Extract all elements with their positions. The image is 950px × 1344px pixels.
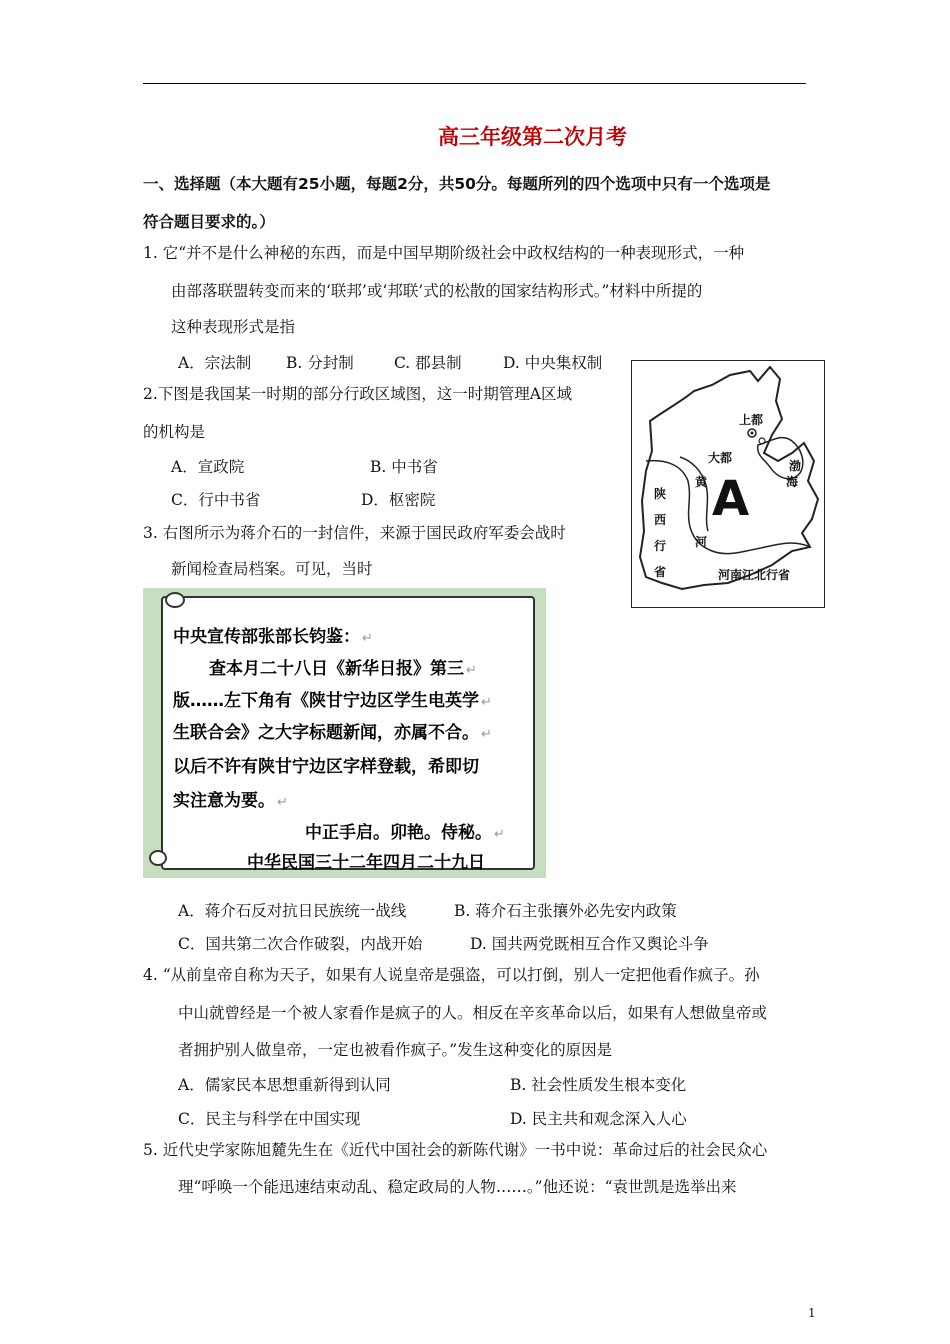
q5-line-1: 5. 近代史学家陈旭麓先生在《近代中国社会的新陈代谢》一书中说：革命过后的社会民众心 <box>143 1141 768 1159</box>
q4-option-d: D. 民主共和观念深入人心 <box>510 1110 687 1128</box>
scroll-curl-bottom <box>149 850 167 866</box>
q1-option-c: C. 郡县制 <box>394 354 462 372</box>
map-label-shaanxi-4: 省 <box>654 565 667 579</box>
q1-option-a: A．宗法制 <box>178 354 252 372</box>
letter-line-6: 实注意为要。 ↵ <box>173 791 288 811</box>
section-heading-line-2: 符合题目要求的。） <box>143 213 275 231</box>
q2-option-b: B. 中书省 <box>370 458 438 476</box>
letter-line-2: 查本月二十八日《新华日报》第三 ↵ <box>209 659 477 679</box>
q3-option-c: C．国共第二次合作破裂，内战开始 <box>178 935 423 953</box>
q2-option-c: C．行中书省 <box>171 491 261 509</box>
q3-line-2: 新闻检查局档案。可见，当时 <box>171 560 373 578</box>
page-number: 1 <box>808 1306 816 1320</box>
map-label-henan: 河南江北行省 <box>718 568 791 582</box>
map-label-shangdu: 上都 <box>739 413 764 427</box>
map-label-shaanxi-2: 西 <box>654 513 667 527</box>
map-label-huang: 黄 <box>695 475 708 489</box>
map-label-dadu: 大都 <box>708 451 733 465</box>
q2-line-1: 2.下图是我国某一时期的部分行政区域图，这一时期管理A区域 <box>143 385 572 403</box>
letter-line-1: 中央宣传部张部长钧鉴： ↵ <box>173 627 373 647</box>
map-label-he: 河 <box>695 535 708 549</box>
q3-option-a: A．蒋介石反对抗日民族统一战线 <box>178 902 407 920</box>
q4-line-1: 4. “从前皇帝自称为天子，如果有人说皇帝是强盗，可以打倒，别人一定把他看作疯子。孙 <box>143 966 760 984</box>
q3-option-b: B. 蒋介石主张攘外必先安内政策 <box>454 902 677 920</box>
q2-option-a: A．宣政院 <box>171 458 245 476</box>
yuan-dynasty-map <box>631 360 825 608</box>
chiang-letter-image <box>143 588 546 878</box>
page-title: 高三年级第二次月考 <box>438 125 627 149</box>
q4-line-3: 者拥护别人做皇帝，一定也被看作疯子。”发生这种变化的原因是 <box>178 1041 613 1059</box>
map-label-region-a: A <box>712 471 750 527</box>
q1-line-2: 由部落联盟转变而来的‘联邦’或‘邦联’式的松散的国家结构形式。”材料中所提的 <box>171 282 703 300</box>
scroll-curl-top <box>165 592 185 608</box>
section-heading-line-1: 一、选择题（本大题有25小题，每题2分，共50分。每题所列的四个选项中只有一个选项是 <box>143 175 771 193</box>
q4-line-2: 中山就曾经是一个被人家看作是疯子的人。相反在辛亥革命以后，如果有人想做皇帝或 <box>178 1004 768 1022</box>
q4-option-a: A．儒家民本思想重新得到认同 <box>178 1076 391 1094</box>
q2-option-d: D．枢密院 <box>361 491 436 509</box>
q2-line-2: 的机构是 <box>143 423 206 441</box>
q5-line-2: 理“呼唤一个能迅速结束动乱、稳定政局的人物……。”他还说：“袁世凯是选举出来 <box>178 1178 737 1196</box>
q3-line-1: 3. 右图所示为蒋介石的一封信件，来源于国民政府军委会战时 <box>143 524 566 542</box>
header-rule <box>143 83 806 84</box>
q1-option-d: D. 中央集权制 <box>503 354 603 372</box>
letter-line-3: 版……左下角有《陕甘宁边区学生电英学 ↵ <box>173 691 492 711</box>
letter-line-8: 中华民国三十二年四月二十九日 <box>247 853 485 873</box>
letter-line-4: 生联合会》之大字标题新闻，亦属不合。 ↵ <box>173 723 492 743</box>
q4-option-b: B. 社会性质发生根本变化 <box>510 1076 687 1094</box>
q1-option-b: B. 分封制 <box>286 354 354 372</box>
letter-line-7: 中正手启。卯艳。侍秘。 ↵ <box>305 823 505 843</box>
q1-line-3: 这种表现形式是指 <box>171 318 296 336</box>
map-label-shaanxi-1: 陕 <box>654 487 667 501</box>
letter-line-5: 以后不许有陕甘宁边区字样登载，希即切 <box>173 757 479 777</box>
q3-option-d: D. 国共两党既相互合作又舆论斗争 <box>470 935 709 953</box>
map-label-bo: 渤 <box>789 459 802 473</box>
q4-option-c: C．民主与科学在中国实现 <box>178 1110 361 1128</box>
map-label-shaanxi-3: 行 <box>654 539 667 553</box>
q1-line-1: 1. 它“并不是什么神秘的东西，而是中国早期阶级社会中政权结构的一种表现形式，一种 <box>143 244 745 262</box>
map-label-hai: 海 <box>786 475 799 489</box>
